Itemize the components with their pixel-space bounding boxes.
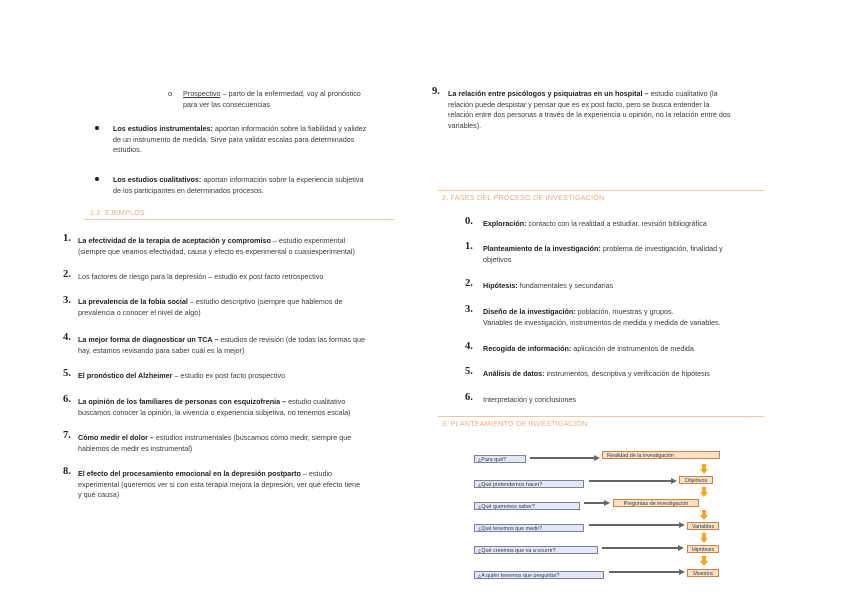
example-text: estudio cualitativo (la — [648, 89, 718, 98]
down-arrow — [700, 556, 708, 566]
bullet-text-2: de un instrumento de medida. Sirve para validar escalas para determinados — [113, 134, 355, 144]
example-text: estudios de revisión (de todas las formas que — [218, 335, 365, 344]
right-arrow — [530, 456, 600, 461]
example-item — [78, 371, 392, 382]
example-bold: La mejor forma de diagnosticar un TCA – — [78, 335, 219, 344]
example-text: – estudio descriptivo (siempre que hablemos de — [187, 297, 343, 306]
section-heading-ejemplos: 1.2. EJEMPLOS — [90, 208, 145, 217]
phase-number: 6. — [465, 392, 473, 403]
phase-bold: Exploración: — [483, 219, 527, 228]
phase-item — [483, 307, 765, 328]
right-arrow — [589, 523, 685, 528]
right-arrow — [609, 570, 685, 575]
sub-bullet-marker: o — [168, 89, 173, 98]
phase-text: Interpretación y conclusiones — [483, 395, 577, 404]
example-text: – estudio ex post facto prospectivo — [172, 371, 286, 380]
section-heading-planteamiento: 3. PLANTEAMIENTO DE INVESTIGACIÓN — [442, 419, 588, 428]
example-number: 2. — [63, 269, 71, 280]
example-bold: El efecto del procesamiento emocional en la depresión postparto — [78, 469, 301, 478]
example-bold: La prevalencia de la fobia social — [78, 297, 188, 306]
example-number: 7. — [63, 430, 71, 441]
bullet-text: aportan información sobre la fiabilidad y validez — [212, 124, 367, 133]
answer-box: Realidad de la investigación — [602, 451, 720, 459]
phase-bold: Hipótesis: — [483, 281, 518, 290]
phase-text-2: Variables de investigación, instrumentos de medida y medida de variables. — [483, 317, 721, 327]
example-text-3: relación entre dos personas a través de la experiencia u opinión, no la relación entre dos — [448, 110, 731, 120]
phase-number: 5. — [465, 366, 473, 377]
phase-bold: Diseño de la investigación: — [483, 307, 576, 316]
phase-text: población, muestras y grupos. — [575, 307, 674, 316]
phase-text: aplicación de instrumentos de medida — [571, 344, 694, 353]
right-arrow — [589, 479, 677, 484]
question-box: ¿Para qué? — [474, 455, 526, 463]
example-text-2: experimental (queremos ver si con esta terapia mejora la depresión, ver qué efecto tiene — [78, 479, 361, 489]
phase-text: contacto con la realidad a estudiar, revisión bibliográfica — [526, 219, 707, 228]
right-arrow — [584, 501, 610, 506]
phase-item — [483, 344, 765, 355]
answer-box: Variables — [687, 522, 719, 530]
example-bold: El pronóstico del Alzheimer — [78, 371, 173, 380]
phase-number: 2. — [465, 278, 473, 289]
example-bold: La opinión de los familiares de personas con esquizofrenia – — [78, 397, 287, 406]
example-text-2: relación puede despistar y pensar que es ex post facto, pero se busca entender la — [448, 99, 710, 109]
example-item — [78, 397, 392, 418]
bullet-text-2: de los participantes en determinados procesos. — [113, 185, 264, 195]
phase-text-2: objetivos — [483, 254, 512, 264]
phase-number: 0. — [465, 216, 473, 227]
heading-rule — [438, 190, 764, 191]
prospectivo-text-2: para ver las consecuencias — [183, 99, 271, 109]
bullet-text-3: estudios. — [113, 145, 142, 155]
example-item — [78, 433, 392, 454]
example-item — [78, 272, 392, 283]
example-item-9 — [448, 89, 764, 131]
section-heading-fases: 2. FASES DEL PROCESO DE INVESTIGACIÓN — [442, 193, 605, 202]
example-number: 4. — [63, 332, 71, 343]
phase-item — [483, 244, 765, 265]
example-bold: La efectividad de la terapia de aceptación y compromiso — [78, 236, 271, 245]
example-number: 9. — [432, 86, 440, 97]
phase-number: 4. — [465, 341, 473, 352]
example-number: 5. — [63, 368, 71, 379]
down-arrow — [700, 510, 708, 520]
phase-item — [483, 395, 765, 406]
prospectivo-text: – parto de la enfermedad, voy al pronóstico — [220, 89, 361, 98]
example-text-2: (siempre que veamos efectividad, causa y efecto es experimental o cuasiexperimental) — [78, 246, 355, 256]
bullet-dot — [95, 126, 99, 130]
down-arrow — [700, 533, 708, 543]
question-box: ¿Qué creemos que va a ocurrir? — [474, 546, 598, 554]
example-text-4: variables). — [448, 120, 482, 130]
question-box: ¿A quién tenemos que preguntar? — [474, 571, 604, 579]
bullet-bold: Los estudios cualitativos: — [113, 175, 202, 184]
question-box: ¿Qué queremos saber? — [474, 502, 580, 510]
example-item — [78, 236, 392, 257]
phase-bold: Planteamiento de la investigación: — [483, 244, 601, 253]
prospectivo-term: Prospectivo — [183, 89, 221, 98]
example-number: 3. — [63, 295, 71, 306]
phase-bold: Análisis de datos: — [483, 369, 545, 378]
phase-item — [483, 281, 765, 292]
phase-bold: Recogida de información: — [483, 344, 572, 353]
answer-box: Objetivos — [679, 476, 713, 484]
heading-rule — [438, 416, 764, 417]
phase-text: fundamentales y secundarias — [517, 281, 614, 290]
example-text: Los factores de riesgo para la depresión – estudio ex post facto retrospectivo — [78, 272, 324, 281]
example-text-2: prevalencia o conocer el nivel de algo) — [78, 307, 201, 317]
example-item — [78, 335, 392, 356]
example-item — [78, 469, 392, 501]
bullet-text: aportan información sobre la experiencia subjetiva — [201, 175, 364, 184]
bullet-instrumentales — [113, 124, 393, 156]
example-text: estudio cualitativo — [286, 397, 346, 406]
example-text: estudios instrumentales (buscamos cómo medir, siempre que — [153, 433, 352, 442]
prospectivo-item — [183, 89, 393, 110]
example-bold: Cómo medir el dolor – — [78, 433, 154, 442]
example-text-2: hay, estamos revisando para saber cuál es la mejor) — [78, 345, 245, 355]
answer-box: Muestra — [687, 569, 719, 577]
bullet-dot — [95, 177, 99, 181]
heading-rule — [84, 219, 394, 220]
phase-number: 3. — [465, 304, 473, 315]
phase-item — [483, 369, 765, 380]
phase-item — [483, 219, 765, 230]
example-number: 1. — [63, 233, 71, 244]
example-text-2: buscamos conocer la opinión, la vivencia o experiencia subjetiva, no tenemos escala) — [78, 407, 351, 417]
answer-box: Preguntas de investigación — [613, 499, 699, 507]
phase-text: problema de investigación, finalidad y — [600, 244, 723, 253]
question-box: ¿Qué tenemos que medir? — [474, 524, 584, 532]
example-text: – estudio experimental — [270, 236, 346, 245]
down-arrow — [700, 487, 708, 497]
answer-box: Hipótesis — [687, 545, 719, 553]
bullet-cualitativos — [113, 175, 393, 196]
phase-text: instrumentos, descriptiva y verificación de hipótesis — [544, 369, 710, 378]
question-box: ¿Qué pretendemos hacer? — [474, 480, 584, 488]
example-text-2: hablemos de medir es instrumental) — [78, 443, 193, 453]
down-arrow — [700, 464, 708, 474]
bullet-bold: Los estudios instrumentales: — [113, 124, 213, 133]
example-text: – estudio — [300, 469, 333, 478]
phase-number: 1. — [465, 241, 473, 252]
example-bold: La relación entre psicólogos y psiquiatras en un hospital – — [448, 89, 649, 98]
right-arrow — [602, 546, 684, 551]
example-item — [78, 297, 392, 318]
example-number: 6. — [63, 394, 71, 405]
example-number: 8. — [63, 466, 71, 477]
example-text-3: y qué causa) — [78, 490, 120, 500]
